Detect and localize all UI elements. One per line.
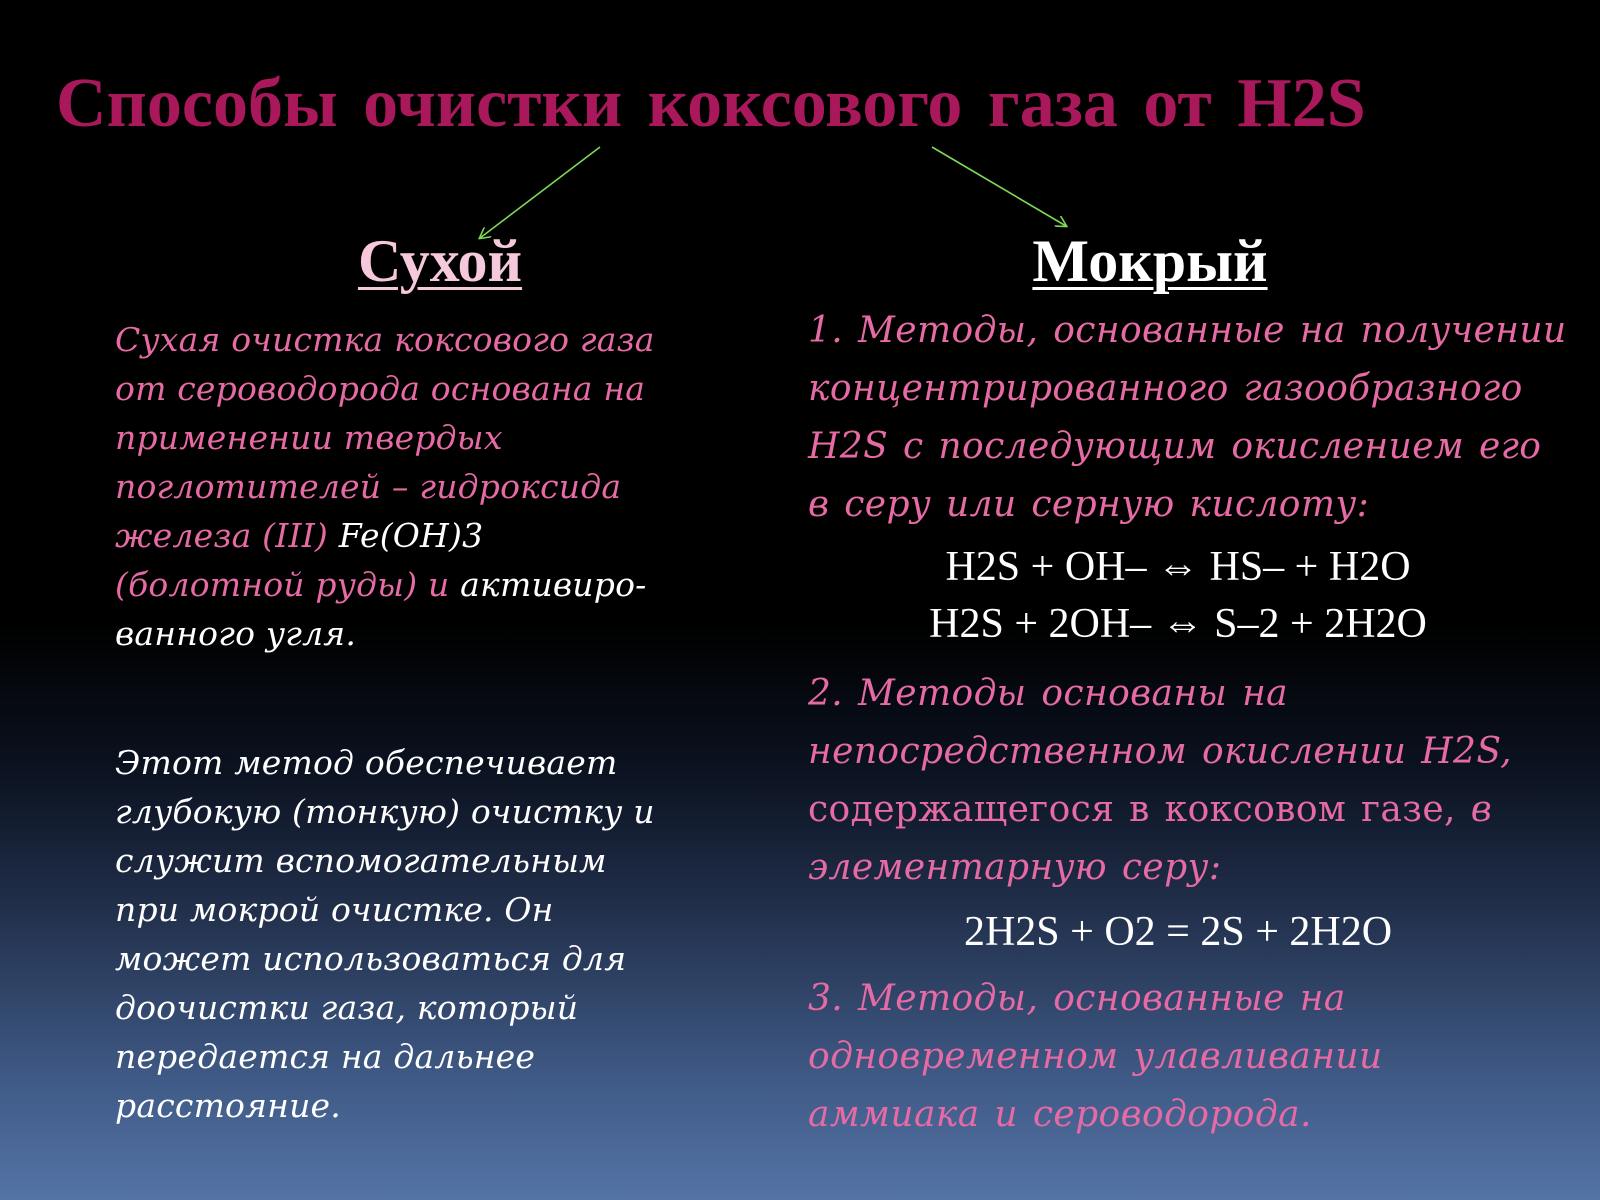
equation-3: 2H2S + O2 = 2S + 2H2O (963, 909, 1393, 955)
heading-wet: Мокрый (1032, 228, 1268, 294)
wet-method-2 (808, 665, 1568, 897)
equation-1: H2S + OH– ⇔ HS– + H2O (945, 544, 1411, 590)
dry-description-pink-2: (болотной руды) и (115, 565, 461, 604)
wet-method-3: 3. Методы, основанные на одновременном улавливании аммиака и сероводорода. (808, 978, 1383, 1135)
dry-note: Этот метод обеспечивает глубокую (тонкую) очистку и служит вспомогательным при мокрой очистке. Он может использоваться для доочистки газа, который передается на дальнее расстояние. (115, 743, 655, 1125)
dry-description-white: активиро-ванного угля. (115, 565, 647, 653)
arrow-to-wet (932, 147, 1066, 226)
wet-method-2-part-c: в элементарную серу: (808, 789, 1493, 888)
wet-method-1: 1. Методы, основанные на получении концентрированного газообразного H2S с последующим окислением его в серу или серную кислоту: (808, 310, 1567, 525)
heading-dry: Сухой (357, 228, 523, 294)
dry-description (115, 315, 675, 658)
dry-formula: Fe(OH)3 (338, 516, 484, 555)
dry-description-pink: Сухая очистка коксового газа от сероводорода основана на применении твердых поглотителей – гидроксида железа (III) (115, 320, 655, 555)
wet-method-2-part-b: содержащегося в коксовом газе, (808, 789, 1456, 830)
slide-title: Способы очистки коксового газа от H2S (56, 65, 1366, 142)
equation-2: H2S + 2OH– ⇔ S–2 + 2H2O (929, 601, 1427, 647)
wet-method-2-part-a: 2. Методы основаны на непосредственном окислении H2S, (808, 673, 1512, 772)
